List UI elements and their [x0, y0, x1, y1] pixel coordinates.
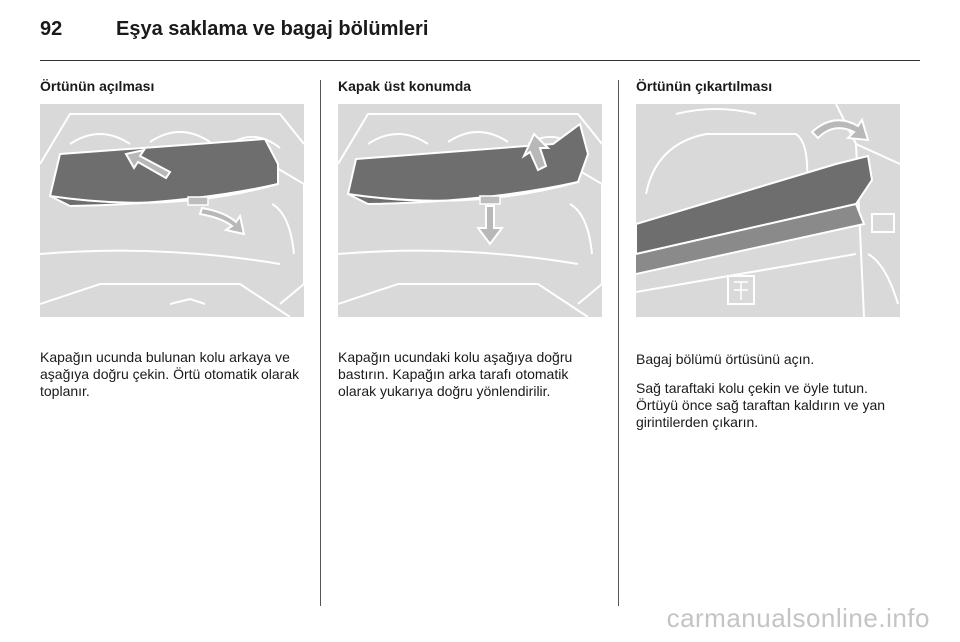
header-rule: [40, 60, 920, 61]
column-divider: [320, 80, 321, 606]
section-removing-cover: [636, 76, 902, 431]
column-divider: [618, 80, 619, 606]
watermark: carmanualsonline.info: [666, 603, 930, 633]
illustration-opening-cover: [40, 104, 304, 317]
cargo-cover-pull-illustration: [40, 104, 304, 317]
section-title: Örtünün çıkartılması: [636, 78, 773, 94]
page-title: Eşya saklama ve bagaj bölümleri: [116, 18, 429, 40]
section-text: Kapağın ucundaki kolu aşağıya doğru bastırın. Kapağın arka tarafı otomatik olarak yukarıya doğru yönlendirilir.: [338, 349, 573, 399]
page-header: [40, 18, 920, 48]
section-cover-raised: [338, 76, 604, 400]
section-title: Kapak üst konumda: [338, 78, 472, 94]
illustration-cover-raised: [338, 104, 602, 317]
section-text: Bagaj bölümü örtüsünü açın.: [636, 351, 815, 367]
section-text: Sağ taraftaki kolu çekin ve öyle tutun. Örtüyü önce sağ taraftan kaldırın ve yan girintilerden çıkarın.: [636, 380, 886, 430]
section-text: Kapağın ucunda bulunan kolu arkaya ve aşağıya doğru çekin. Örtü otomatik olarak toplanır.: [40, 349, 300, 399]
cargo-cover-raised-illustration: [338, 104, 602, 317]
illustration-removing-cover: [636, 104, 900, 317]
section-opening-cover: [40, 76, 306, 400]
section-title: Örtünün açılması: [40, 78, 155, 94]
cargo-cover-removal-illustration: [636, 104, 900, 317]
page-number: 92: [40, 18, 63, 40]
